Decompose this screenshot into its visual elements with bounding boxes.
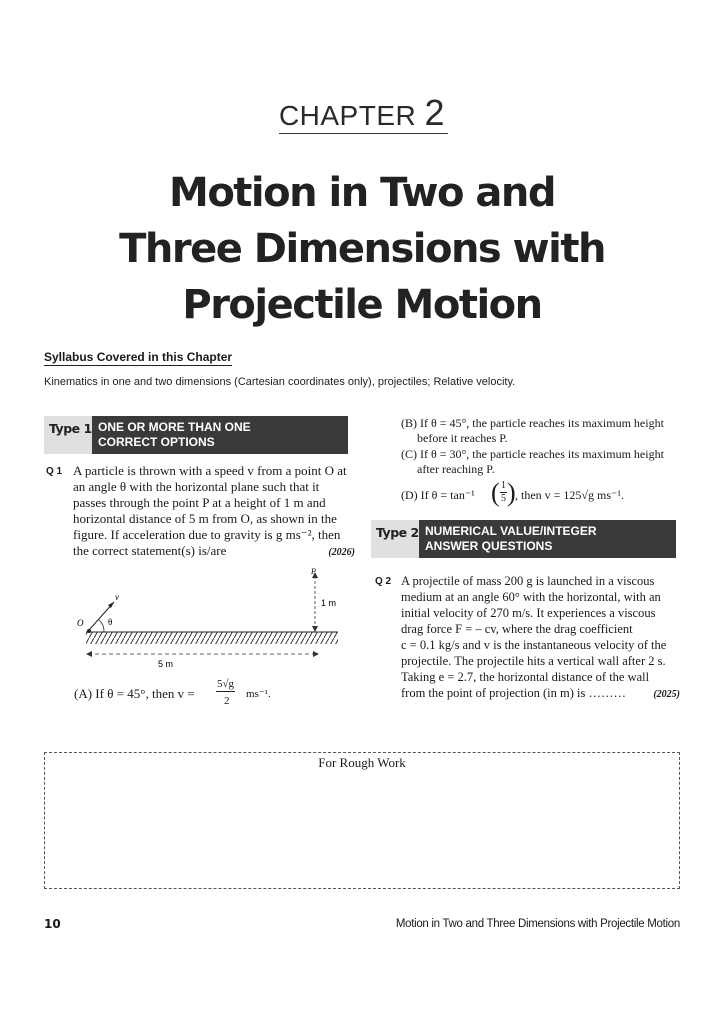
- option-a-prefix: (A) If θ = 45°, then v =: [74, 686, 195, 701]
- type1-title-line: ONE OR MORE THAN ONE: [98, 420, 251, 434]
- q1-option-d: [401, 478, 686, 512]
- type2-title-line: NUMERICAL VALUE/INTEGER: [425, 524, 597, 538]
- syllabus-text: Kinematics in one and two dimensions (Cartesian coordinates only), projectiles; Relative velocity.: [44, 376, 516, 388]
- syllabus-heading: Syllabus Covered in this Chapter: [44, 350, 233, 364]
- rough-work-box: [44, 752, 680, 889]
- q2-line: from the point of projection (in m) is ………: [401, 686, 626, 700]
- q2-text: [401, 573, 686, 701]
- title-line: Three Dimensions with: [119, 226, 605, 272]
- label-o: O: [77, 618, 84, 628]
- page-number: 10: [44, 917, 61, 931]
- option-d-suffix: , then v = 125√g ms⁻¹.: [515, 488, 624, 502]
- arrow-left-icon: [86, 651, 92, 657]
- chapter-word: CHAPTER: [278, 100, 417, 131]
- q1-line: the correct statement(s) is/are: [73, 543, 227, 558]
- paren-right: ): [507, 478, 516, 507]
- option-b-line: before it reaches P.: [417, 431, 508, 445]
- type2-title-line: ANSWER QUESTIONS: [425, 539, 553, 553]
- option-a-denominator: 2: [224, 695, 230, 707]
- chapter-underline: [279, 133, 448, 134]
- projectile-figure: [74, 566, 354, 670]
- running-title: Motion in Two and Three Dimensions with Projectile Motion: [395, 918, 680, 930]
- type1-header: [44, 416, 348, 454]
- q1-text: [73, 463, 363, 559]
- option-a-numerator: 5√g: [217, 678, 235, 690]
- q2-line: projectile. The projectile hits a vertical wall after 2 s.: [401, 654, 666, 668]
- q2-year: (2025): [653, 689, 680, 700]
- option-c-line: after reaching P.: [417, 462, 495, 476]
- q2-line: c = 0.1 kg/s and v is the instantaneous velocity of the: [401, 638, 667, 652]
- type2-title: [419, 520, 676, 558]
- q1-number: Q 1: [46, 466, 63, 477]
- q1-line: passes through the point P at a height of 1 m and: [73, 495, 326, 510]
- arrow-right-icon: [313, 651, 319, 657]
- q2-line: Taking e = 2.7, the horizontal distance of the wall: [401, 670, 650, 684]
- q1-year: (2026): [328, 547, 355, 558]
- label-height: 1 m: [321, 598, 337, 608]
- origin-point: [87, 629, 91, 633]
- arrow-down-icon: [312, 626, 318, 632]
- type1-title-line: CORRECT OPTIONS: [98, 435, 215, 449]
- title-line: Motion in Two and: [169, 170, 555, 216]
- q1-line: an angle θ with the horizontal plane such that it: [73, 479, 320, 494]
- label-theta: θ: [108, 617, 113, 627]
- q2-number: Q 2: [375, 576, 392, 587]
- title-line: Projectile Motion: [182, 282, 542, 328]
- q2-line: medium at an angle 60° with the horizontal, with an: [401, 590, 661, 604]
- option-d-prefix: (D) If θ = tan⁻¹: [401, 488, 475, 502]
- q1-line: figure. If acceleration due to gravity is g ms⁻², then: [73, 527, 341, 542]
- q2-line: drag force F = – cv, where the drag coefficient: [401, 622, 633, 636]
- option-b-line: (B) If θ = 45°, the particle reaches its maximum height: [401, 416, 664, 430]
- chapter-number: 2: [424, 92, 446, 133]
- q1-line: horizontal distance of 5 m from O, as shown in the: [73, 511, 337, 526]
- ground-hatch: [86, 632, 338, 644]
- type1-title: [92, 416, 348, 454]
- type2-label: Type 2: [371, 520, 419, 558]
- rough-work-label: For Rough Work: [318, 755, 406, 770]
- q1-line: A particle is thrown with a speed v from a point O at: [73, 463, 347, 478]
- label-p: P: [311, 567, 316, 576]
- option-c-line: (C) If θ = 30°, the particle reaches its maximum height: [401, 447, 664, 461]
- option-d-numerator: 1: [501, 480, 506, 491]
- chapter-heading: [0, 92, 724, 134]
- option-a-unit: ms⁻¹.: [246, 688, 271, 700]
- q2-line: A projectile of mass 200 g is launched in a viscous: [401, 574, 655, 588]
- type1-label: Type 1: [44, 416, 92, 454]
- label-distance: 5 m: [158, 659, 174, 669]
- label-v: v: [115, 592, 119, 602]
- q1-option-b: [401, 416, 686, 446]
- chapter-title: [0, 165, 724, 333]
- q1-option-a: [74, 677, 354, 711]
- type2-header: [371, 520, 676, 558]
- angle-arc: [99, 620, 104, 632]
- q2-line: initial velocity of 270 m/s. It experiences a viscous: [401, 606, 656, 620]
- option-d-denominator: 5: [501, 493, 506, 504]
- paren-left: (: [491, 478, 500, 507]
- q1-option-c: [401, 447, 686, 477]
